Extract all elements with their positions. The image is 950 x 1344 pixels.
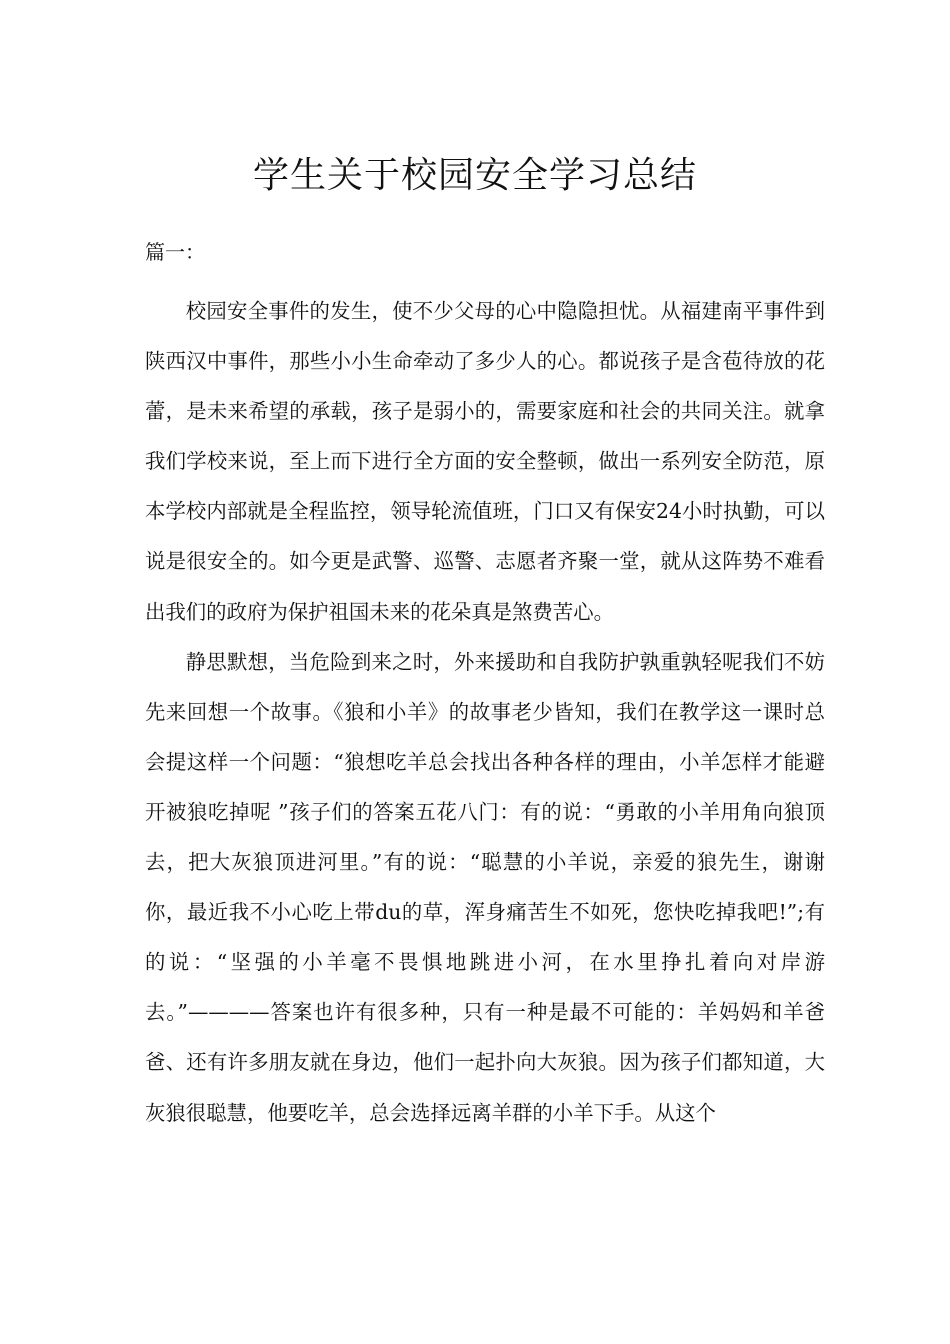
document-title: 学生关于校园安全学习总结 bbox=[252, 155, 697, 197]
document-body bbox=[145, 286, 825, 1138]
paragraph-2: 静思默想，当危险到来之时，外来援助和自我防护孰重孰轻呢我们不妨先来回想一个故事。《狼和小羊》的故事老少皆知，我们在教学这一课时总会提这样一个问题：“狼想吃羊总会找出各种各样的理由，小羊怎样才能避开被狼吃掉呢 ”孩子们的答案五花八门：有的说：“勇敢的小羊用角向狼顶去，把大灰狼顶进河里。”有的说：“聪慧的小羊说，亲爱的狼先生，谢谢你，最近我不小心吃上带du的草，浑身痛苦生不如死，您快吃掉我吧!”;有的说：“坚强的小羊毫不畏惧地跳进小河，在水里挣扎着向对岸游去。”————答案也许有很多种，只有一种是最不可能的：羊妈妈和羊爸爸、还有许多朋友就在身边，他们一起扑向大灰狼。因为孩子们都知道，大灰狼很聪慧，他要吃羊，总会选择远离羊群的小羊下手。从这个 bbox=[145, 649, 825, 1125]
section-label: 篇一： bbox=[145, 240, 205, 264]
paragraph-1: 校园安全事件的发生，使不少父母的心中隐隐担忧。从福建南平事件到陕西汉中事件，那些小小生命牵动了多少人的心。都说孩子是含苞待放的花蕾，是未来希望的承载，孩子是弱小的，需要家庭和社会的共同关注。就拿我们学校来说，至上而下进行全方面的安全整顿，做出一系列安全防范，原本学校内部就是全程监控，领导轮流值班，门口又有保安24小时执勤，可以说是很安全的。如今更是武警、巡警、志愿者齐聚一堂，就从这阵势不难看出我们的政府为保护祖国未来的花朵真是煞费苦心。 bbox=[145, 299, 825, 624]
